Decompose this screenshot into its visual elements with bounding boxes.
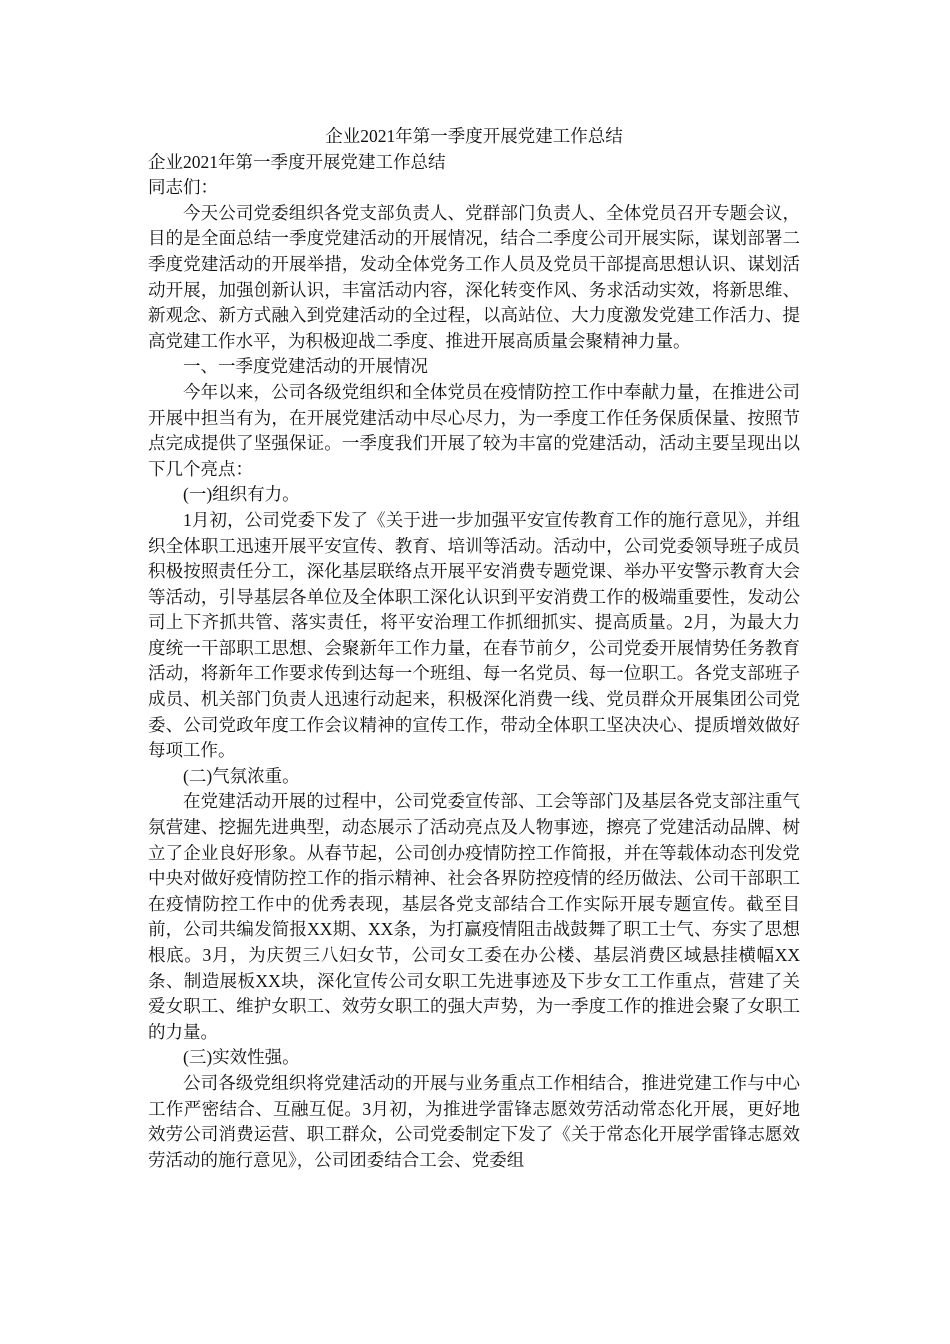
subsection-heading-effectiveness: (三)实效性强。 [183, 1047, 300, 1068]
document-title: 企业2021年第一季度开展党建工作总结 [325, 126, 623, 146]
subsection-paragraph-organization: 1月初，公司党委下发了《关于进一步加强平安宣传教育工作的施行意见》，并组织全体职工迅速开展平安宣传、教育、培训等活动。活动中，公司党委领导班子成员积极按照责任分工，深化基层联络点开展平安消费专题党课、举办平安警示教育大会等活动，引导基层各单位及全体职工深化认识到平安消费工作的极端重要性，发动公司上下齐抓共管、落实责任，将平安治理工作抓细抓实、提高质量。2月，为最大力度统一干部职工思想、会聚新年工作力量，在春节前夕，公司党委开展情势任务教育活动，将新年工作要求传到达每一个班组、每一名党员、每一位职工。各党支部班子成员、机关部门负责人迅速行动起来，积极深化消费一线、党员群众开展集团公司党委、公司党政年度工作会议精神的宣传工作，带动全体职工坚决决心、提质增效做好每项工作。 [148, 509, 800, 761]
document-subtitle: 企业2021年第一季度开展党建工作总结 [148, 151, 446, 172]
subsection-heading-atmosphere: (二)气氛浓重。 [183, 765, 300, 786]
section-heading: 一、一季度党建活动的开展情况 [183, 356, 428, 377]
section-paragraph: 今年以来，公司各级党组织和全体党员在疫情防控工作中奉献力量，在推进公司开展中担当有为，在开展党建活动中尽心尽力，为一季度工作任务保质保量、按照节点完成提供了坚强保证。一季度我们开展了较为丰富的党建活动，活动主要呈现出以下几个亮点： [148, 381, 800, 479]
subsection-paragraph-atmosphere: 在党建活动开展的过程中，公司党委宣传部、工会等部门及基层各党支部注重气氛营建、挖掘先进典型，动态展示了活动亮点及人物事迹，擦亮了党建活动品牌、树立了企业良好形象。从春节起，公司创办疫情防控工作简报，并在等载体动态刊发党中央对做好疫情防控工作的指示精神、社会各界防控疫情的经历做法、公司干部职工在疫情防控工作中的优秀表现，基层各党支部结合工作实际开展专题宣传。截至目前，公司共编发简报XX期、XX条，为打赢疫情阻击战鼓舞了职工士气、夯实了思想根底。3月，为庆贺三八妇女节，公司女工委在办公楼、基层消费区域悬挂横幅XX条、制造展板XX块，深化宣传公司女职工先进事迹及下步女工工作重点，营建了关爱女职工、维护女职工、效劳女职工的强大声势，为一季度工作的推进会聚了女职工的力量。 [148, 791, 800, 1042]
salutation: 同志们： [148, 177, 218, 198]
subsection-heading-organization: (一)组织有力。 [183, 484, 300, 505]
subsection-paragraph-effectiveness: 公司各级党组织将党建活动的开展与业务重点工作相结合，推进党建工作与中心工作严密结合、互融互促。3月初，为推进学雷锋志愿效劳活动常态化开展，更好地效劳公司消费运营、职工群众，公司党委制定下发了《关于常态化开展学雷锋志愿效劳活动的施行意见》，公司团委结合工会、党委组 [148, 1072, 800, 1170]
document-page [148, 124, 800, 1173]
intro-paragraph: 今天公司党委组织各党支部负责人、党群部门负责人、全体党员召开专题会议，目的是全面总结一季度党建活动的开展情况，结合二季度公司开展实际，谋划部署二季度党建活动的开展举措，发动全体党务工作人员及党员干部提高思想认识、谋划活动开展，加强创新认识，丰富活动内容，深化转变作风、务求活动实效，将新思维、新观念、新方式融入到党建活动的全过程，以高站位、大力度激发党建工作活力、提高党建工作水平，为积极迎战二季度、推进开展高质量会聚精神力量。 [148, 202, 800, 351]
